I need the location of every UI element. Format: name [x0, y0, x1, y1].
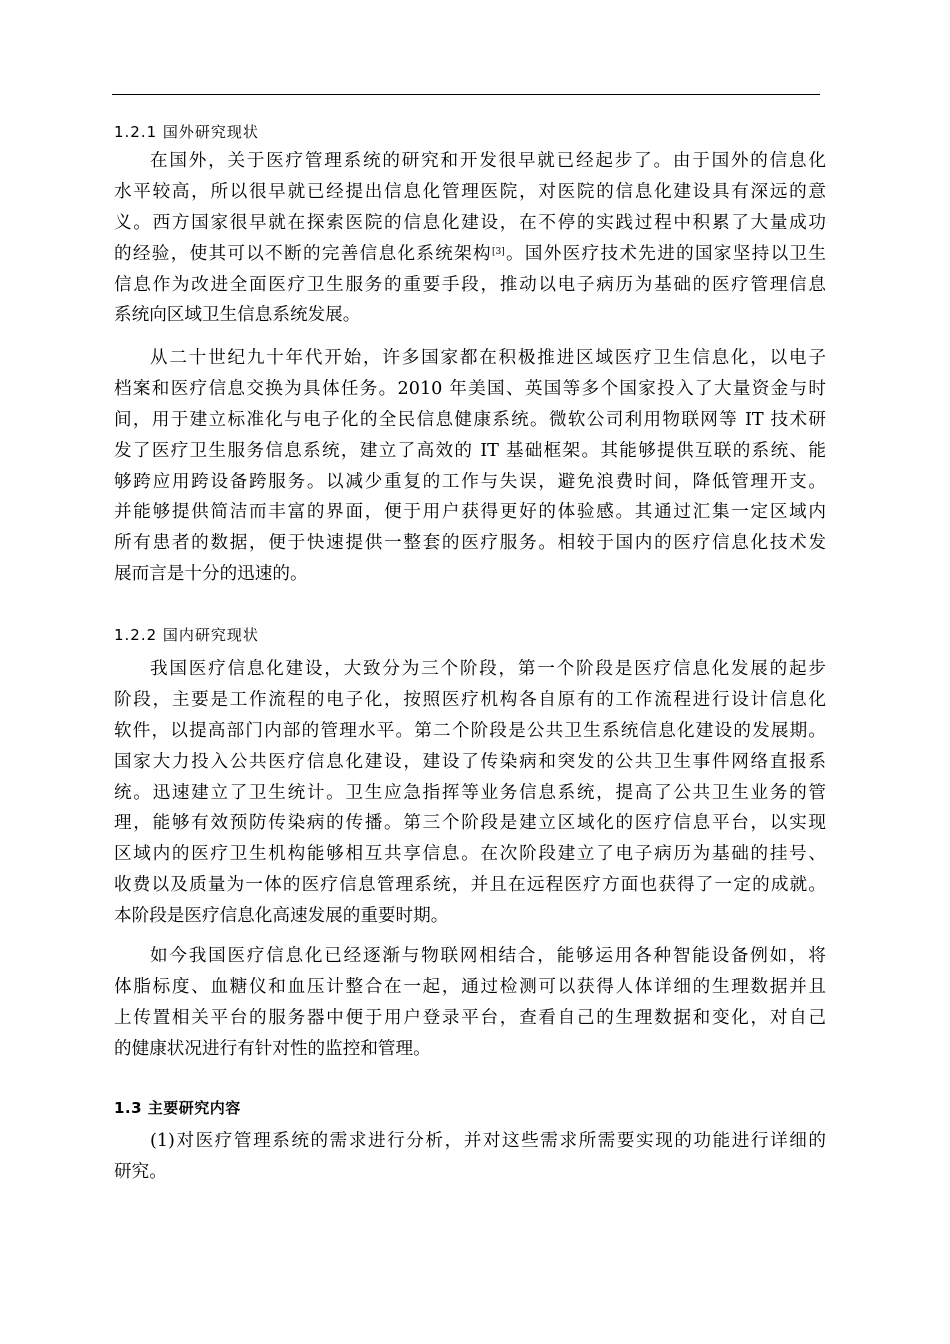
text-line: 信息作为改进全面医疗卫生服务的重要手段，推动以电子病历为基础的医疗管理信息	[114, 274, 826, 295]
text-line: 统。迅速建立了卫生统计。卫生应急指挥等业务信息系统，提高了公共卫生业务的管	[114, 782, 826, 803]
text-line: 研究。	[114, 1161, 167, 1182]
text-line: 我国医疗信息化建设，大致分为三个阶段，第一个阶段是医疗信息化发展的起步	[150, 659, 826, 679]
paragraph-foreign-1	[114, 146, 826, 331]
text-line: 从二十世纪九十年代开始，许多国家都在积极推进区域医疗卫生信息化，以电子	[150, 348, 826, 368]
text-line: 软件，以提高部门内部的管理水平。第二个阶段是公共卫生系统信息化建设的发展期。	[114, 720, 826, 741]
paragraph-research-content	[114, 1126, 826, 1188]
section-heading-1-2-2: 1.2.2 国内研究现状	[114, 626, 259, 644]
text-line: 所有患者的数据，便于快速提供一整套的医疗服务。相较于国内的医疗信息化技术发	[114, 533, 826, 554]
text-line: 间，用于建立标准化与电子化的全民信息健康系统。微软公司利用物联网等 IT 技术研	[114, 409, 826, 430]
text-line: 义。西方国家很早就在探索医院的信息化建设，在不停的实践过程中积累了大量成功	[114, 212, 826, 233]
section-heading-1-3: 1.3 主要研究内容	[114, 1099, 241, 1117]
section-heading-1-2-1: 1.2.1 国外研究现状	[114, 123, 259, 141]
text-line: 如今我国医疗信息化已经逐渐与物联网相结合，能够运用各种智能设备例如，将	[150, 946, 826, 966]
text-line: 的健康状况进行有针对性的监控和管理。	[114, 1038, 431, 1059]
paragraph-domestic-1	[114, 654, 826, 932]
text-line-with-citation	[114, 239, 826, 270]
text-line: 水平较高，所以很早就已经提出信息化管理医院，对医院的信息化建设具有深远的意	[114, 181, 826, 202]
text-fragment: 国外医疗技术先进的国家坚持以卫生	[524, 243, 826, 264]
paragraph-domestic-2	[114, 941, 826, 1065]
text-line: 发了医疗卫生服务信息系统，建立了高效的 IT 基础框架。其能够提供互联的系统、能	[114, 440, 826, 461]
header-rule	[112, 94, 820, 95]
text-line: 阶段，主要是工作流程的电子化，按照医疗机构各自原有的工作流程进行设计信息化	[114, 689, 826, 710]
text-line: 本阶段是医疗信息化高速发展的重要时期。	[114, 906, 449, 927]
text-line: 展而言是十分的迅速的。	[114, 564, 308, 585]
citation-ref[interactable]: [3]	[491, 246, 505, 257]
text-line: 够跨应用跨设备跨服务。以减少重复的工作与失误，避免浪费时间，降低管理开支。	[114, 471, 826, 492]
text-line: 档案和医疗信息交换为具体任务。2010 年美国、英国等多个国家投入了大量资金与时	[114, 378, 826, 399]
text-fragment: 的经验，使其可以不断的完善信息化系统架构	[114, 243, 492, 264]
text-line: 上传置相关平台的服务器中便于用户登录平台，查看自己的生理数据和变化，对自己	[114, 1007, 826, 1028]
text-line: 在国外，关于医疗管理系统的研究和开发很早就已经起步了。由于国外的信息化	[150, 151, 826, 171]
text-line: 收费以及质量为一体的医疗信息管理系统，并且在远程医疗方面也获得了一定的成就。	[114, 875, 826, 896]
text-line: 理，能够有效预防传染病的传播。第三个阶段是建立区域化的医疗信息平台，以实现	[114, 813, 826, 834]
text-line: 系统向区域卫生信息系统发展。	[114, 305, 361, 326]
text-line: (1)对医疗管理系统的需求进行分析，并对这些需求所需要实现的功能进行详细的	[150, 1131, 826, 1151]
text-line: 体脂标度、血糖仪和血压计整合在一起，通过检测可以获得人体详细的生理数据并且	[114, 976, 826, 997]
paragraph-foreign-2	[114, 343, 826, 590]
text-line: 国家大力投入公共医疗信息化建设，建设了传染病和突发的公共卫生事件网络直报系	[114, 751, 826, 772]
text-fragment: 。	[504, 243, 525, 264]
text-line: 区域内的医疗卫生机构能够相互共享信息。在次阶段建立了电子病历为基础的挂号、	[114, 844, 826, 865]
text-line: 并能够提供简洁而丰富的界面，便于用户获得更好的体验感。其通过汇集一定区域内	[114, 502, 826, 523]
